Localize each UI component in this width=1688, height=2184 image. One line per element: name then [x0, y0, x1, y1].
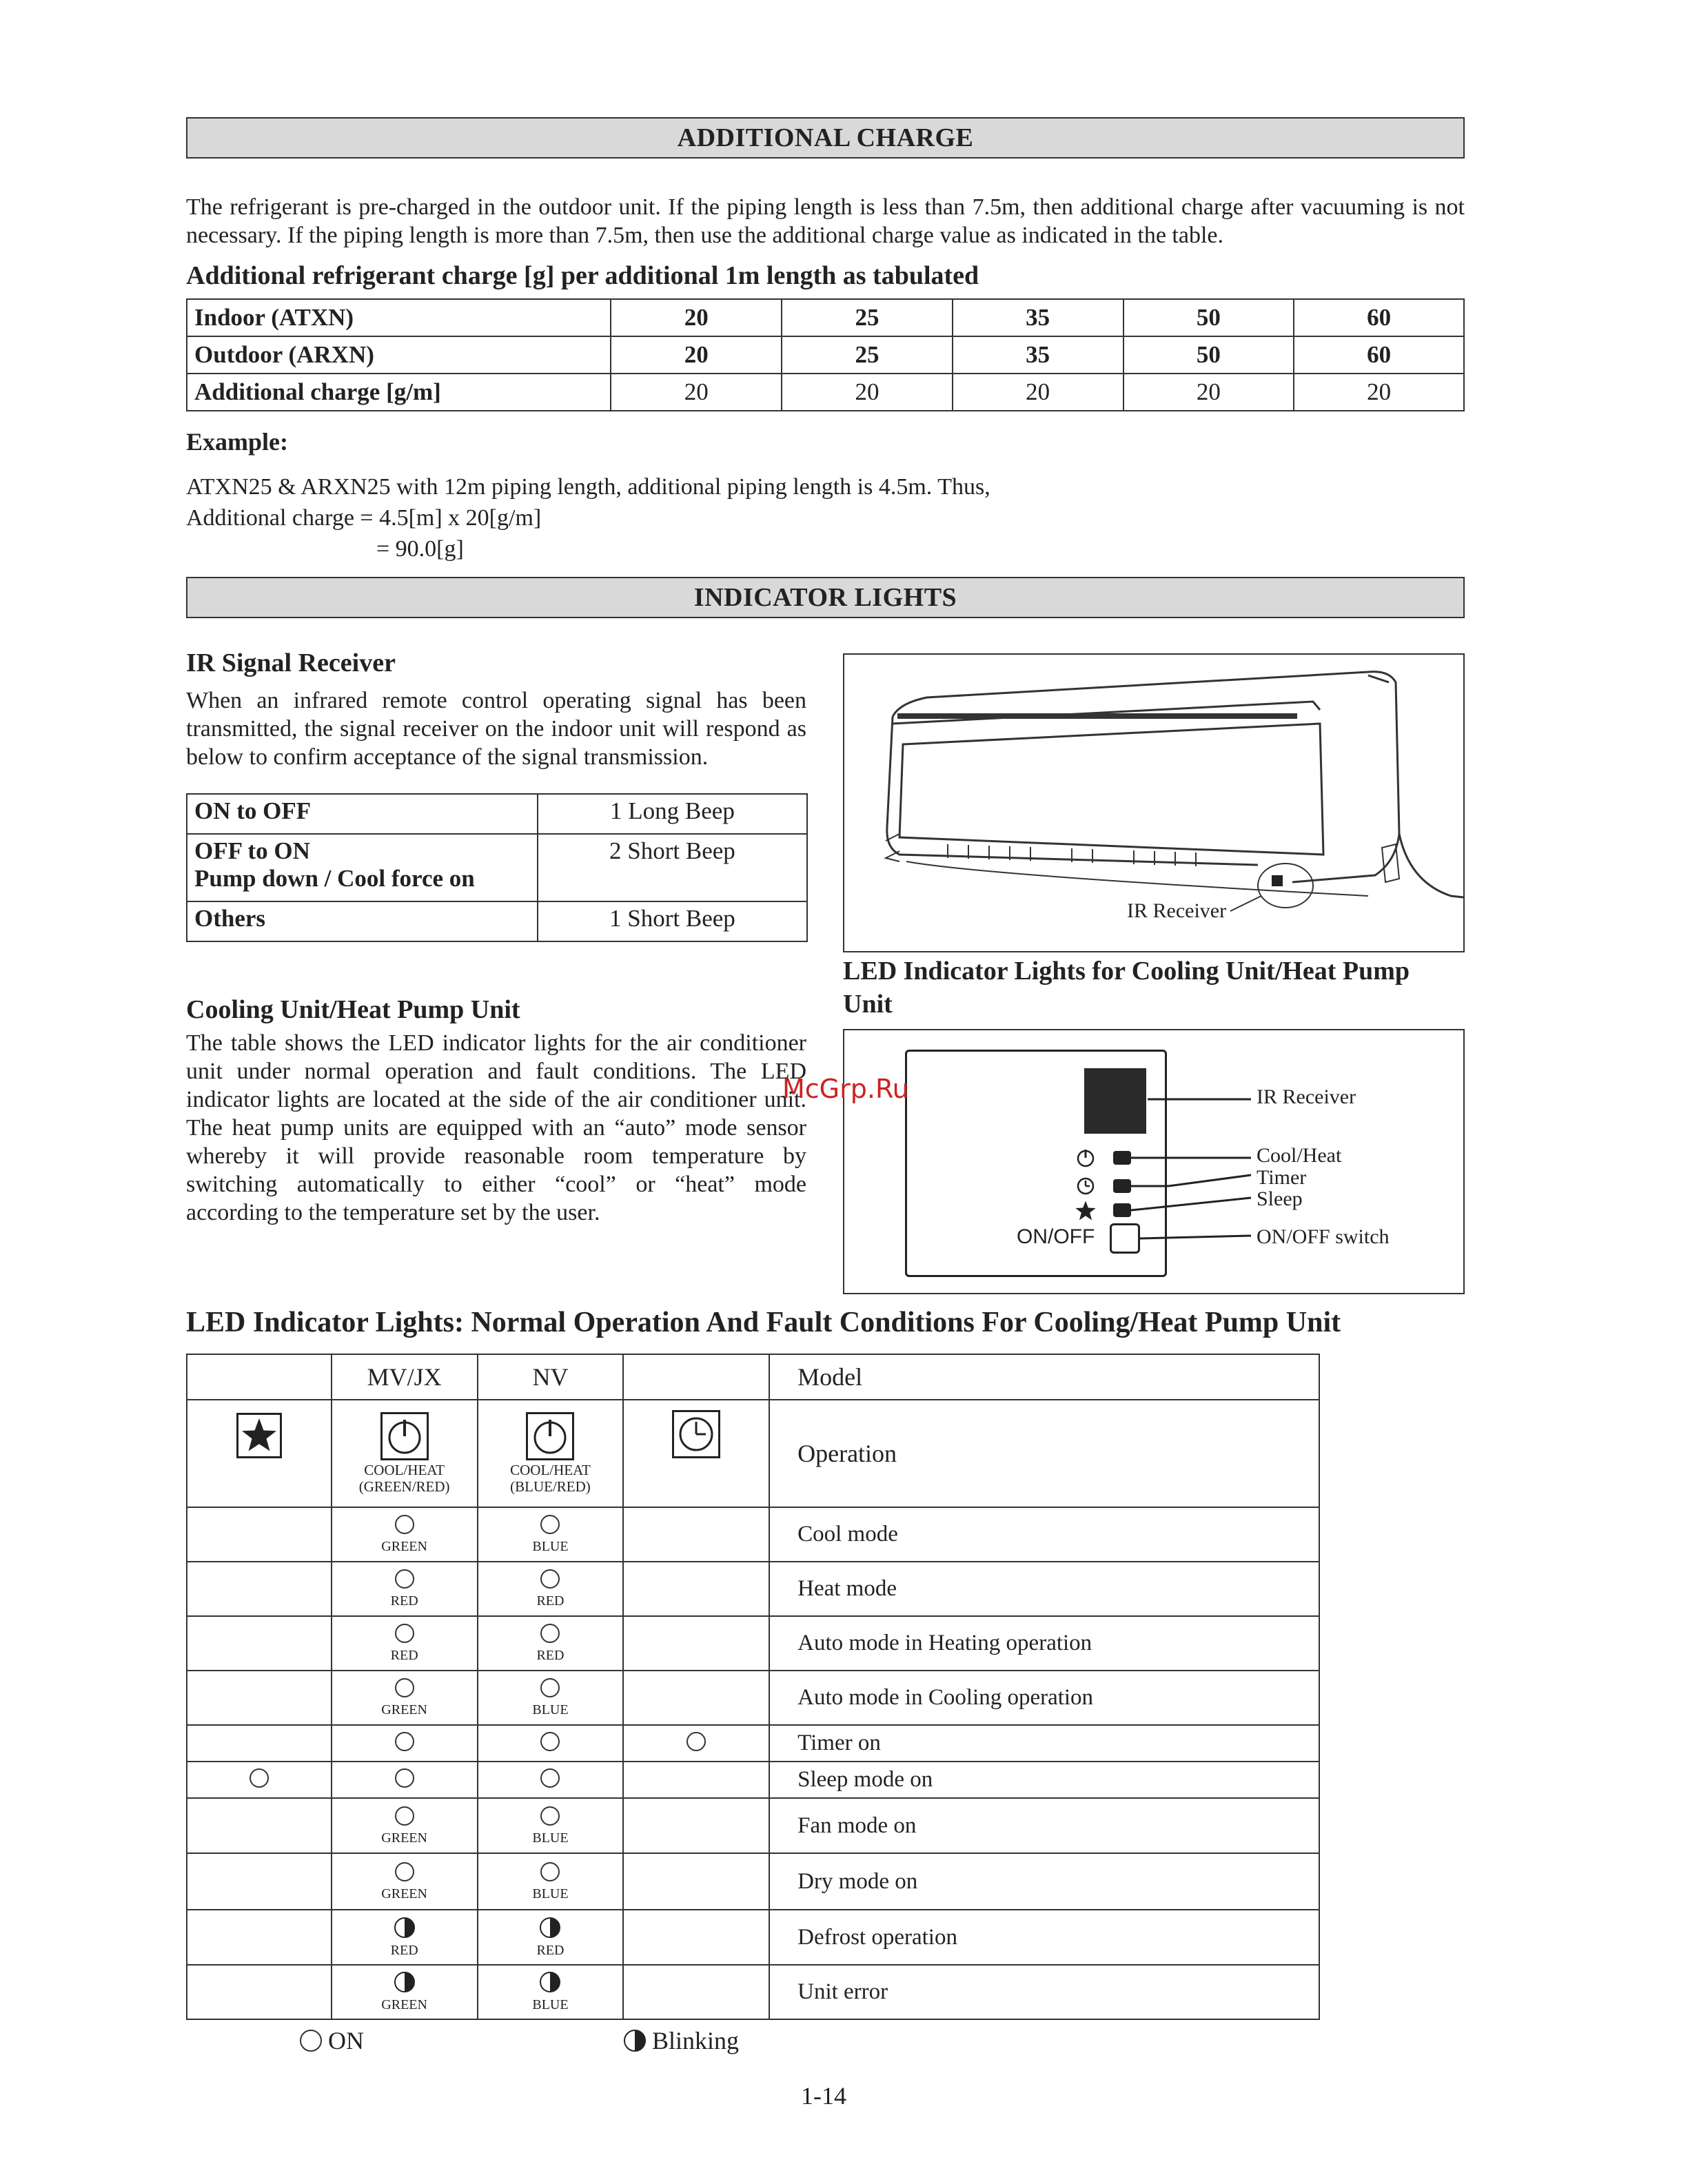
table-cell: 20: [1123, 374, 1294, 411]
on-indicator-icon: [395, 1732, 414, 1751]
table-cell: 20: [782, 374, 953, 411]
table-row: [187, 1965, 1319, 2019]
watermark: McGrp.Ru: [782, 1074, 909, 1104]
blinking-indicator-icon: [394, 1972, 415, 1992]
blinking-indicator-icon: [394, 1917, 415, 1938]
example-line-1: ATXN25 & ARXN25 with 12m piping length, additional piping length is 4.5m. Thus,: [186, 474, 990, 500]
mvjx-caption-2: (GREEN/RED): [358, 1478, 450, 1495]
on-indicator-icon: [540, 1569, 560, 1589]
led-color: RED: [390, 1942, 418, 1958]
on-indicator-icon: [300, 2030, 322, 2052]
table-row: [187, 374, 1464, 411]
table-row: [187, 1853, 1319, 1910]
timer-icon: [672, 1410, 720, 1458]
row-label: Indoor (ATXN): [187, 299, 611, 336]
panel-sleep-label: Sleep: [1257, 1187, 1303, 1210]
table-cell: 25: [782, 336, 953, 374]
page-number: 1-14: [801, 2082, 846, 2110]
example-line-2: Additional charge = 4.5[m] x 20[g/m]: [186, 505, 542, 531]
panel-ir-receiver-label: IR Receiver: [1257, 1085, 1356, 1108]
table-row: [187, 834, 807, 901]
led-color: BLUE: [532, 1830, 569, 1846]
row-description: Timer on: [769, 1725, 1319, 1762]
led-color: RED: [536, 1593, 565, 1609]
led-color: BLUE: [532, 1702, 569, 1717]
nv-caption-1: COOL/HEAT: [510, 1462, 591, 1478]
on-indicator-icon: [395, 1678, 414, 1697]
sleep-star-icon: [236, 1413, 282, 1458]
led-color: GREEN: [381, 1702, 427, 1717]
on-indicator-icon: [540, 1678, 560, 1697]
nv-icon-cell: [478, 1400, 624, 1507]
header-empty-cell: [187, 1354, 332, 1400]
table-cell: 20: [1294, 374, 1464, 411]
mvjx-icon-cell: [332, 1400, 478, 1507]
legend-blinking: [624, 2026, 739, 2055]
indoor-unit-figure: [843, 653, 1465, 952]
table-row: [187, 1354, 1319, 1400]
table-row: [187, 336, 1464, 374]
header-model: Model: [769, 1354, 1319, 1400]
row-label: Outdoor (ARXN): [187, 336, 611, 374]
table-row: [187, 299, 1464, 336]
table-cell: 50: [1123, 336, 1294, 374]
led-color: RED: [536, 1648, 565, 1663]
beep-row-label: Pump down / Cool force on: [194, 865, 475, 892]
beep-table: [186, 793, 808, 942]
legend-on: [300, 2026, 364, 2055]
table-row: [187, 1671, 1319, 1725]
panel-cool-heat-label: Cool/Heat: [1257, 1144, 1342, 1167]
led-color: RED: [536, 1942, 565, 1958]
led-color: BLUE: [532, 1539, 569, 1554]
ir-heading: IR Signal Receiver: [186, 649, 396, 677]
table-cell: 60: [1294, 336, 1464, 374]
led-color: RED: [390, 1593, 418, 1609]
beep-row-label: ON to OFF: [187, 794, 538, 834]
header-mvjx: MV/JX: [332, 1354, 478, 1400]
beep-row-value: 2 Short Beep: [538, 834, 807, 901]
power-icon: [526, 1412, 574, 1460]
charge-intro-text: The refrigerant is pre-charged in the outdoor unit. If the piping length is less than 7.5m, then additional charge after vacuuming is not necessary. If the piping length is more than 7.5m, then use the additional charge value as indicated in the table.: [186, 194, 1465, 248]
example-line-3: = 90.0[g]: [376, 536, 464, 562]
led-figure-title: LED Indicator Lights for Cooling Unit/Heat Pump Unit: [843, 957, 1410, 1019]
blinking-indicator-icon: [540, 1972, 560, 1992]
table-cell: 20: [611, 374, 782, 411]
row-description: Fan mode on: [769, 1798, 1319, 1853]
table-cell: 25: [782, 299, 953, 336]
on-indicator-icon: [540, 1624, 560, 1643]
led-color: GREEN: [381, 1830, 427, 1846]
led-panel-figure: [843, 1029, 1465, 1294]
row-description: Sleep mode on: [769, 1762, 1319, 1798]
charge-table-title: Additional refrigerant charge [g] per additional 1m length as tabulated: [186, 261, 979, 290]
table-row: [187, 901, 807, 941]
led-table-title: LED Indicator Lights: Normal Operation And Fault Conditions For Cooling/Heat Pump Unit: [186, 1307, 1341, 1338]
ir-text: When an infrared remote control operating signal has been transmitted, the signal receiver on the indoor unit will respond as below to confirm acceptance of the signal transmission.: [186, 688, 806, 770]
row-description: Heat mode: [769, 1562, 1319, 1616]
table-cell: 20: [611, 336, 782, 374]
header-empty-cell: [623, 1354, 769, 1400]
on-indicator-icon: [540, 1515, 560, 1534]
row-description: Defrost operation: [769, 1910, 1319, 1965]
table-cell: 50: [1123, 299, 1294, 336]
row-description: Auto mode in Heating operation: [769, 1616, 1319, 1671]
operation-label: Operation: [769, 1400, 1319, 1507]
row-description: Auto mode in Cooling operation: [769, 1671, 1319, 1725]
table-cell: 35: [953, 336, 1123, 374]
section-banner-additional-charge: ADDITIONAL CHARGE: [186, 117, 1465, 159]
section-banner-indicator-lights: INDICATOR LIGHTS: [186, 577, 1465, 618]
mvjx-caption-1: COOL/HEAT: [364, 1462, 445, 1478]
ir-receiver-label: IR Receiver: [1127, 899, 1227, 922]
example-label: Example:: [186, 428, 288, 456]
on-indicator-icon: [540, 1768, 560, 1788]
on-indicator-icon: [395, 1515, 414, 1534]
table-row: [187, 794, 807, 834]
row-description: Dry mode on: [769, 1853, 1319, 1910]
legend-blinking-label: Blinking: [652, 2027, 740, 2054]
on-indicator-icon: [687, 1732, 706, 1751]
led-color: BLUE: [532, 1997, 569, 2012]
table-row: [187, 1762, 1319, 1798]
on-indicator-icon: [395, 1569, 414, 1589]
table-cell: 60: [1294, 299, 1464, 336]
header-nv: NV: [478, 1354, 624, 1400]
sleep-column-icon-cell: [187, 1400, 332, 1507]
led-color: GREEN: [381, 1886, 427, 1901]
on-indicator-icon: [540, 1732, 560, 1751]
table-cell: 20: [611, 299, 782, 336]
nv-caption-2: (BLUE/RED): [510, 1478, 591, 1495]
table-cell: 20: [953, 374, 1123, 411]
table-row: [187, 1910, 1319, 1965]
table-row: [187, 1798, 1319, 1853]
on-indicator-icon: [250, 1768, 269, 1788]
blinking-indicator-icon: [624, 2030, 646, 2052]
leader-lines: [844, 1030, 1463, 1292]
beep-row-value: 1 Long Beep: [538, 794, 807, 834]
beep-row-label: Others: [187, 901, 538, 941]
panel-timer-label: Timer: [1257, 1166, 1307, 1189]
legend-on-label: ON: [328, 2027, 364, 2054]
table-cell: 35: [953, 299, 1123, 336]
row-description: Cool mode: [769, 1507, 1319, 1562]
row-label: Additional charge [g/m]: [187, 374, 611, 411]
led-color: RED: [390, 1648, 418, 1663]
timer-column-icon-cell: [623, 1400, 769, 1507]
cool-heading: Cooling Unit/Heat Pump Unit: [186, 995, 520, 1024]
table-row: [187, 1562, 1319, 1616]
on-indicator-icon: [395, 1624, 414, 1643]
power-icon: [380, 1412, 429, 1460]
table-row: [187, 1725, 1319, 1762]
table-row: [187, 1507, 1319, 1562]
led-color: GREEN: [381, 1539, 427, 1554]
charge-table: [186, 298, 1465, 411]
led-color: GREEN: [381, 1997, 427, 2012]
on-indicator-icon: [395, 1862, 414, 1881]
blinking-indicator-icon: [540, 1917, 560, 1938]
table-row: [187, 1616, 1319, 1671]
on-indicator-icon: [540, 1862, 560, 1881]
beep-row-label: OFF to ON: [194, 837, 310, 864]
table-row: [187, 1400, 1319, 1507]
on-indicator-icon: [540, 1806, 560, 1826]
on-indicator-icon: [395, 1806, 414, 1826]
cool-text: The table shows the LED indicator lights for the air conditioner unit under normal operation and fault conditions. The LED indicator lights are located at the side of the air conditioner unit. The heat pump units are equipped with an “auto” mode sensor whereby it will provide reasonable room temperature by switching automatically to either “cool” or “heat” mode according to the temperature set by the user.: [186, 1030, 806, 1225]
on-indicator-icon: [395, 1768, 414, 1788]
beep-row-value: 1 Short Beep: [538, 901, 807, 941]
led-status-table: [186, 1354, 1320, 2020]
row-description: Unit error: [769, 1965, 1319, 2019]
led-color: BLUE: [532, 1886, 569, 1901]
panel-onoff-switch-label: ON/OFF switch: [1257, 1225, 1390, 1248]
onoff-text: ON/OFF: [1017, 1225, 1095, 1248]
